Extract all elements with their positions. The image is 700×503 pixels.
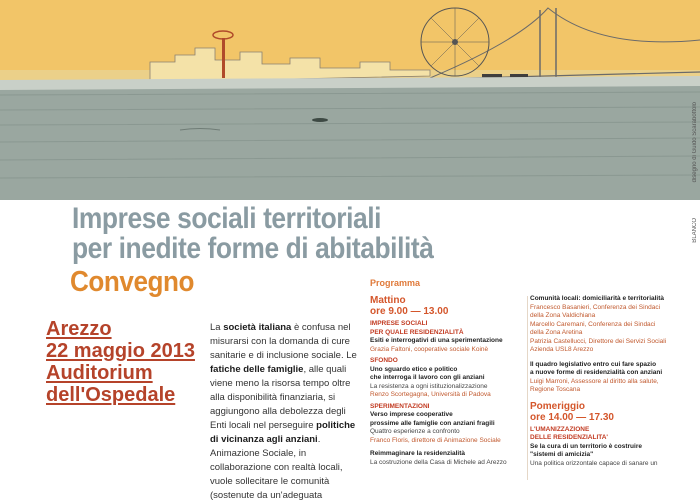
program-item-title: L'UMANIZZAZIONE bbox=[530, 425, 590, 433]
program-item-subtitle: a nuove forme di residenzialità con anziani bbox=[530, 369, 663, 376]
subtitle: Convegno bbox=[70, 266, 195, 298]
program-item-speaker: Luigi Marroni, Assessore al diritto alla salute, bbox=[530, 377, 659, 385]
program-item-title: SFONDO bbox=[370, 357, 398, 364]
afternoon-time: ore 14.00 — 17.30 bbox=[530, 411, 614, 423]
program-item-text: La resistenza a ogni istituzionalizzazione bbox=[370, 382, 488, 390]
program-item-subtitle: Il quadro legislativo entro cui fare spazio bbox=[530, 360, 657, 368]
program-item-subtitle: che interroga il lavoro con gli anziani bbox=[370, 374, 485, 381]
program-column-right bbox=[530, 295, 695, 471]
program-item-subtitle: Esiti e interrogativi di una sperimentazione bbox=[370, 337, 503, 344]
intro-text: , alle quali viene meno la risorsa tempo oltre alla disponibilità finanziaria, si aggiungono alla debolezza degli Enti locali nel perseguire bbox=[210, 364, 351, 431]
program-item-speaker: Franco Floris, direttore di Animazione Sociale bbox=[370, 436, 501, 444]
event-city: Arezzo bbox=[46, 318, 112, 340]
program-column-left bbox=[370, 295, 520, 470]
intro-text: è confusa nel misurarsi con la domanda di cure sanitarie e di inclusione sociale. Le bbox=[210, 322, 357, 361]
program-item bbox=[370, 357, 520, 400]
program-item-subtitle: "sistemi di amicizia" bbox=[530, 451, 594, 458]
intro-bold-text: fatiche delle famiglie bbox=[210, 364, 304, 375]
event-details bbox=[46, 318, 195, 406]
program-item-text: Quattro esperienze a confronto bbox=[370, 428, 460, 435]
event-venue-line-2: dell'Ospedale bbox=[46, 384, 176, 406]
afternoon-label: Pomeriggio bbox=[530, 400, 586, 412]
morning-label: Mattino bbox=[370, 295, 406, 306]
program-item-subtitle: Se la cura di un territorio è costruire bbox=[530, 442, 642, 450]
title-line-1: Imprese sociali territoriali bbox=[72, 202, 382, 235]
intro-paragraph bbox=[210, 321, 360, 503]
afternoon-session bbox=[530, 401, 695, 423]
program-item-speaker: della Zona Aretina bbox=[530, 329, 583, 336]
hero-illustration bbox=[0, 0, 700, 200]
program-item-subtitle: Comunità locali: domiciliarità e territorialità bbox=[530, 295, 665, 302]
event-date: 22 maggio 2013 bbox=[46, 340, 195, 362]
program-item-subtitle: prossime alle famiglie con anziani fragili bbox=[370, 419, 495, 427]
programma-heading: Programma bbox=[370, 278, 421, 288]
program-item-speaker: Renzo Scortegagna, Università di Padova bbox=[370, 391, 491, 398]
illustration-credit: disegno di Guido Scarabottolo bbox=[692, 102, 698, 183]
program-item-title: PER QUALE RESIDENZIALITÀ bbox=[370, 328, 464, 336]
intro-text: . Animazione Sociale, in collaborazione con realtà locali, vuole sollecitare le comunità (sostenute da un'adeguata bbox=[210, 434, 343, 501]
page-title bbox=[72, 204, 433, 264]
program-item-text: La costruzione della Casa di Michele ad Arezzo bbox=[370, 458, 507, 466]
program-item bbox=[530, 361, 695, 395]
program-item-title: SPERIMENTAZIONI bbox=[370, 402, 430, 410]
program-item-speaker: Azienda USL8 Arezzo bbox=[530, 346, 594, 353]
program-item-speaker: Patrizia Castellucci, Direttore dei Servizi Sociali bbox=[530, 337, 667, 345]
program-item-title: DELLE RESIDENZIALITA' bbox=[530, 434, 608, 441]
intro-bold-text: società italiana bbox=[223, 322, 292, 333]
intro-text: La bbox=[210, 322, 224, 333]
morning-time: ore 9.00 — 13.00 bbox=[370, 306, 449, 317]
program-item-text: Una politica orizzontale capace di sanare un bbox=[530, 459, 658, 467]
seaside-drawing bbox=[0, 0, 700, 200]
program-item-speaker: Grazia Faltoni, cooperative sociale Koinè bbox=[370, 345, 489, 353]
event-venue-line-1: Auditorium bbox=[46, 362, 153, 384]
program-item-title: IMPRESE SOCIALI bbox=[370, 320, 428, 327]
title-line-2: per inedite forme di abitabilità bbox=[72, 232, 434, 265]
program-item-speaker: Francesco Basanieri, Conferenza dei Sindaci bbox=[530, 303, 661, 311]
side-label: BLANCO bbox=[692, 218, 698, 243]
program-item bbox=[530, 295, 695, 355]
program-item bbox=[370, 320, 520, 354]
program-item bbox=[370, 403, 520, 446]
intro-bold-text: politiche di vicinanza agli anziani bbox=[210, 420, 356, 445]
program-item bbox=[530, 426, 695, 469]
program-item bbox=[370, 450, 520, 467]
program-item-subtitle: Uno sguardo etico e politico bbox=[370, 365, 458, 373]
program-item-speaker: della Zona Valdichiana bbox=[530, 312, 596, 319]
program-item-subtitle: Reimmaginare la residenzialità bbox=[370, 450, 466, 457]
program-item-subtitle: Verso imprese cooperative bbox=[370, 411, 453, 418]
column-divider bbox=[527, 296, 528, 480]
program-item-speaker: Marcello Caremani, Conferenza dei Sindaci bbox=[530, 320, 656, 328]
program-item-speaker: Regione Toscana bbox=[530, 386, 581, 393]
